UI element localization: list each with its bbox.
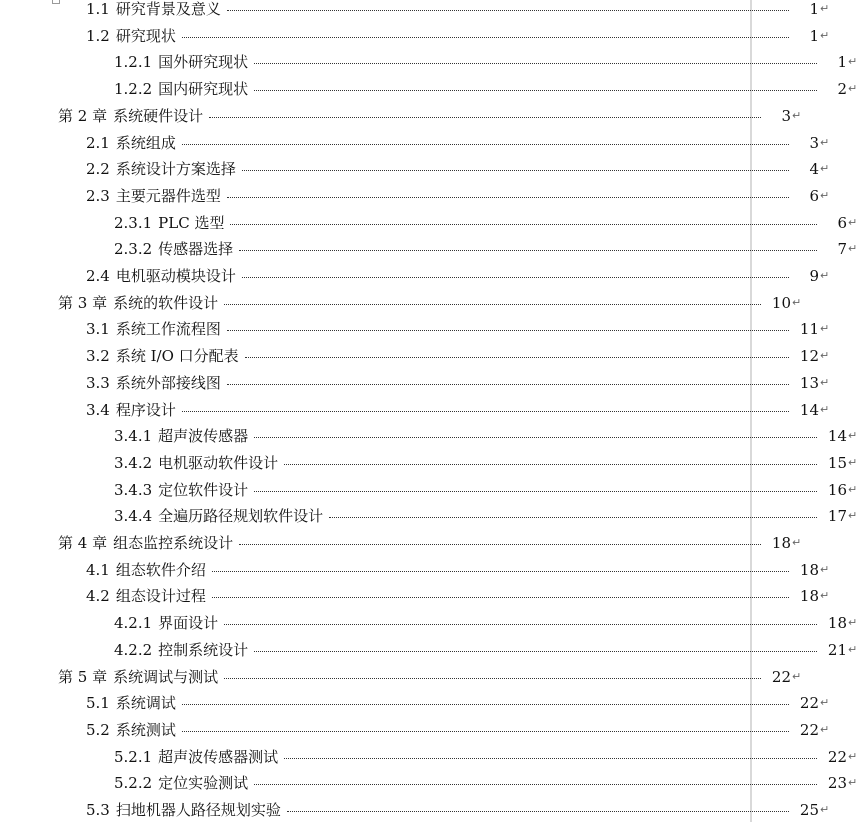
toc-entry-number: 3.4.3 [114, 480, 153, 499]
toc-entry-number: 2.3.2 [114, 240, 153, 259]
paragraph-mark-icon: ↵ [848, 455, 858, 469]
dot-leader [224, 664, 761, 690]
toc-entry-title: 组态设计过程 [115, 587, 206, 606]
toc-entry[interactable] [0, 263, 836, 289]
toc-entry-number: 第 2 章 [58, 106, 108, 125]
dot-leader [182, 717, 789, 743]
toc-entry[interactable] [0, 557, 836, 583]
toc-entry-title: 组态监控系统设计 [113, 534, 234, 552]
paragraph-mark-icon: ↵ [820, 28, 830, 42]
toc-entry-number: 4.2.1 [114, 614, 153, 633]
toc-entry-title: 主要元器件选型 [115, 186, 221, 205]
paragraph-mark-icon: ↵ [792, 669, 802, 683]
toc-entry-number: 2.2 [86, 160, 110, 179]
toc-entry-title: 扫地机器人路径规划实验 [115, 801, 281, 819]
toc-entry-number: 4.2 [86, 587, 110, 606]
toc-entry-title: 系统外部接线图 [115, 373, 221, 392]
paragraph-mark-icon: ↵ [820, 803, 830, 816]
paragraph-mark-icon: ↵ [820, 322, 830, 336]
toc-entry[interactable] [0, 503, 864, 529]
toc-entry-title: 系统硬件设计 [113, 106, 204, 125]
toc-page-number: 14 [799, 400, 819, 419]
paragraph-mark-icon: ↵ [820, 402, 830, 416]
toc-entry-number: 1.1 [86, 0, 110, 18]
dot-leader [254, 49, 817, 75]
paragraph-mark-icon: ↵ [848, 429, 858, 443]
toc-entry[interactable] [0, 316, 836, 342]
toc-page-number: 1 [837, 53, 847, 72]
dot-leader [245, 343, 789, 369]
toc-page-number: 4 [809, 160, 819, 179]
dot-leader [182, 397, 789, 423]
paragraph-mark-icon: ↵ [848, 616, 858, 630]
toc-entry-number: 2.3.1 [114, 213, 153, 232]
toc-entry[interactable] [0, 156, 836, 182]
toc-entry[interactable] [0, 23, 836, 49]
paragraph-mark-icon: ↵ [848, 776, 858, 790]
toc-entry-title: 研究背景及意义 [115, 0, 221, 18]
toc-entry[interactable] [0, 690, 836, 716]
toc-entry-number: 2.1 [86, 133, 110, 152]
paragraph-mark-icon: ↵ [848, 55, 858, 69]
toc-entry-title: 组态软件介绍 [115, 560, 206, 579]
toc-entry[interactable] [0, 744, 864, 770]
dot-leader [254, 477, 817, 503]
toc-page-number: 6 [809, 186, 819, 205]
toc-entry-title: 定位软件设计 [158, 480, 249, 499]
toc-entry[interactable] [0, 797, 836, 823]
toc-entry-title: 系统的软件设计 [113, 293, 219, 312]
toc-entry[interactable] [0, 530, 808, 556]
paragraph-mark-icon: ↵ [820, 375, 830, 389]
toc-entry-title: 系统 I/O 口分配表 [115, 347, 239, 366]
toc-entry[interactable] [0, 103, 808, 129]
toc-entry-title: 传感器选择 [158, 240, 234, 259]
paragraph-mark-icon: ↵ [848, 242, 858, 256]
toc-page-number: 11 [799, 320, 819, 339]
toc-page-number: 7 [837, 240, 847, 259]
toc-entry-title: 系统组成 [115, 133, 176, 152]
toc-page-number: 18 [799, 587, 819, 606]
toc-entry-title: 电机驱动模块设计 [115, 267, 236, 285]
paragraph-mark-icon: ↵ [792, 536, 802, 549]
toc-entry-number: 2.3 [86, 186, 110, 205]
toc-entry-number: 4.2.2 [114, 640, 153, 659]
toc-page-number: 14 [827, 427, 847, 446]
toc-entry[interactable] [0, 236, 864, 262]
toc-page-number: 17 [827, 507, 847, 526]
dot-leader [209, 103, 761, 129]
paragraph-mark-icon: ↵ [820, 188, 830, 202]
dot-leader [227, 0, 789, 22]
paragraph-mark-icon: ↵ [820, 162, 830, 176]
toc-entry-title: PLC 选型 [158, 213, 225, 232]
toc-page-number: 2 [837, 80, 847, 99]
dot-leader [239, 530, 761, 556]
toc-page-number: 1 [809, 0, 819, 18]
toc-page-number: 22 [827, 747, 847, 766]
toc-page-number: 18 [827, 614, 847, 633]
dot-leader [242, 156, 789, 182]
toc-entry-number: 3.4.2 [114, 453, 153, 472]
paragraph-mark-icon: ↵ [820, 696, 830, 710]
dot-leader [329, 503, 817, 529]
toc-page-number: 15 [827, 453, 847, 472]
toc-entry[interactable] [0, 583, 836, 609]
toc-page-number: 9 [809, 267, 819, 285]
toc-entry-title: 定位实验测试 [158, 774, 249, 793]
toc-page-number: 12 [799, 347, 819, 366]
paragraph-mark-icon: ↵ [848, 749, 858, 763]
dot-leader [254, 76, 817, 102]
toc-entry[interactable] [0, 210, 864, 236]
dot-leader [287, 797, 789, 823]
toc-entry-title: 界面设计 [158, 614, 219, 633]
toc-entry-number: 5.3 [86, 801, 110, 819]
toc-page-number: 22 [799, 694, 819, 713]
dot-leader [242, 263, 789, 289]
toc-entry[interactable] [0, 717, 836, 743]
toc-page-number: 13 [799, 373, 819, 392]
toc-entry[interactable] [0, 130, 836, 156]
toc-entry[interactable] [0, 770, 864, 796]
toc-entry-title: 国内研究现状 [158, 80, 249, 99]
paragraph-mark-icon: ↵ [792, 295, 802, 309]
dot-leader [212, 557, 789, 583]
toc-entry-number: 第 4 章 [58, 534, 108, 552]
toc-entry[interactable] [0, 290, 808, 316]
toc-entry-title: 系统工作流程图 [115, 320, 221, 339]
toc-entry[interactable] [0, 183, 836, 209]
toc-entry[interactable] [0, 610, 864, 636]
paragraph-mark-icon: ↵ [848, 82, 858, 96]
dot-leader [227, 370, 789, 396]
toc-page-number: 10 [771, 293, 791, 312]
toc-entry-number: 5.2.2 [114, 774, 153, 793]
paragraph-mark-icon: ↵ [820, 722, 830, 736]
toc-entry-title: 程序设计 [115, 400, 176, 419]
toc-entry-number: 1.2 [86, 26, 110, 45]
toc-entry[interactable] [0, 370, 836, 396]
toc-entry-title: 系统调试与测试 [113, 667, 219, 686]
toc-page-number: 16 [827, 480, 847, 499]
toc-entry-number: 5.1 [86, 694, 110, 713]
paragraph-mark-icon: ↵ [820, 135, 830, 149]
toc-page-number: 22 [799, 720, 819, 739]
toc-entry-number: 3.4 [86, 400, 110, 419]
dot-leader [254, 423, 817, 449]
dot-leader [284, 450, 817, 476]
dot-leader [212, 583, 789, 609]
toc-entry[interactable] [0, 423, 864, 449]
paragraph-mark-icon: ↵ [820, 269, 830, 282]
toc-page-number: 18 [771, 534, 791, 552]
toc-page-number: 6 [837, 213, 847, 232]
toc-page-number: 25 [799, 801, 819, 819]
toc-entry-number: 4.1 [86, 560, 110, 579]
toc-entry-number: 5.2 [86, 720, 110, 739]
toc-entry-number: 5.2.1 [114, 747, 153, 766]
toc-entry[interactable] [0, 664, 808, 690]
toc-entry-title: 国外研究现状 [158, 53, 249, 72]
paragraph-mark-icon: ↵ [820, 349, 830, 363]
toc-entry-number: 3.4.1 [114, 427, 153, 446]
toc-entry[interactable] [0, 0, 836, 22]
dot-leader [224, 610, 817, 636]
dot-leader [230, 210, 817, 236]
toc-entry[interactable] [0, 49, 864, 75]
toc-page-number: 3 [781, 106, 791, 125]
toc-entry-number: 3.2 [86, 347, 110, 366]
paragraph-mark-icon: ↵ [848, 509, 858, 523]
toc-entry-number: 3.3 [86, 373, 110, 392]
toc-page-number: 3 [809, 133, 819, 152]
toc-entry[interactable] [0, 637, 864, 663]
paragraph-mark-icon: ↵ [848, 642, 858, 656]
toc-entry[interactable] [0, 477, 864, 503]
toc-entry-number: 3.1 [86, 320, 110, 339]
paragraph-mark-icon: ↵ [820, 562, 830, 576]
toc-entry-title: 系统设计方案选择 [115, 160, 236, 179]
toc-entry-number: 第 5 章 [58, 667, 108, 686]
toc-entry-number: 第 3 章 [58, 293, 108, 312]
dot-leader [227, 316, 789, 342]
toc-entry-number: 2.4 [86, 267, 110, 285]
toc-page-number: 1 [809, 26, 819, 45]
paragraph-mark-icon: ↵ [820, 2, 830, 15]
paragraph-mark-icon: ↵ [792, 108, 802, 122]
paragraph-mark-icon: ↵ [820, 589, 830, 603]
toc-entry-number: 1.2.1 [114, 53, 153, 72]
toc-page-number: 22 [771, 667, 791, 686]
paragraph-mark-icon: ↵ [848, 482, 858, 496]
dot-leader [182, 690, 789, 716]
toc-entry-number: 3.4.4 [114, 507, 153, 526]
dot-leader [239, 236, 817, 262]
toc-entry-title: 系统测试 [115, 720, 176, 739]
toc-entry-number: 1.2.2 [114, 80, 153, 99]
dot-leader [254, 637, 817, 663]
toc-entry-title: 研究现状 [115, 26, 176, 45]
toc-page-number: 18 [799, 560, 819, 579]
toc-entry-title: 系统调试 [115, 694, 176, 713]
toc-entry-title: 电机驱动软件设计 [158, 453, 279, 472]
toc-entry[interactable] [0, 76, 864, 102]
toc-page-number: 23 [827, 774, 847, 793]
dot-leader [284, 744, 817, 770]
dot-leader [224, 290, 761, 316]
dot-leader [182, 130, 789, 156]
toc-entry[interactable] [0, 397, 836, 423]
toc-entry-title: 超声波传感器 [158, 427, 249, 446]
dot-leader [254, 770, 817, 796]
dot-leader [227, 183, 789, 209]
toc-entry[interactable] [0, 343, 836, 369]
toc-page-number: 21 [827, 640, 847, 659]
toc-entry[interactable] [0, 450, 864, 476]
toc-entry-title: 控制系统设计 [158, 640, 249, 659]
toc-entry-title: 全遍历路径规划软件设计 [158, 507, 324, 526]
paragraph-mark-icon: ↵ [848, 215, 858, 229]
dot-leader [182, 23, 789, 49]
toc-entry-title: 超声波传感器测试 [158, 747, 279, 766]
